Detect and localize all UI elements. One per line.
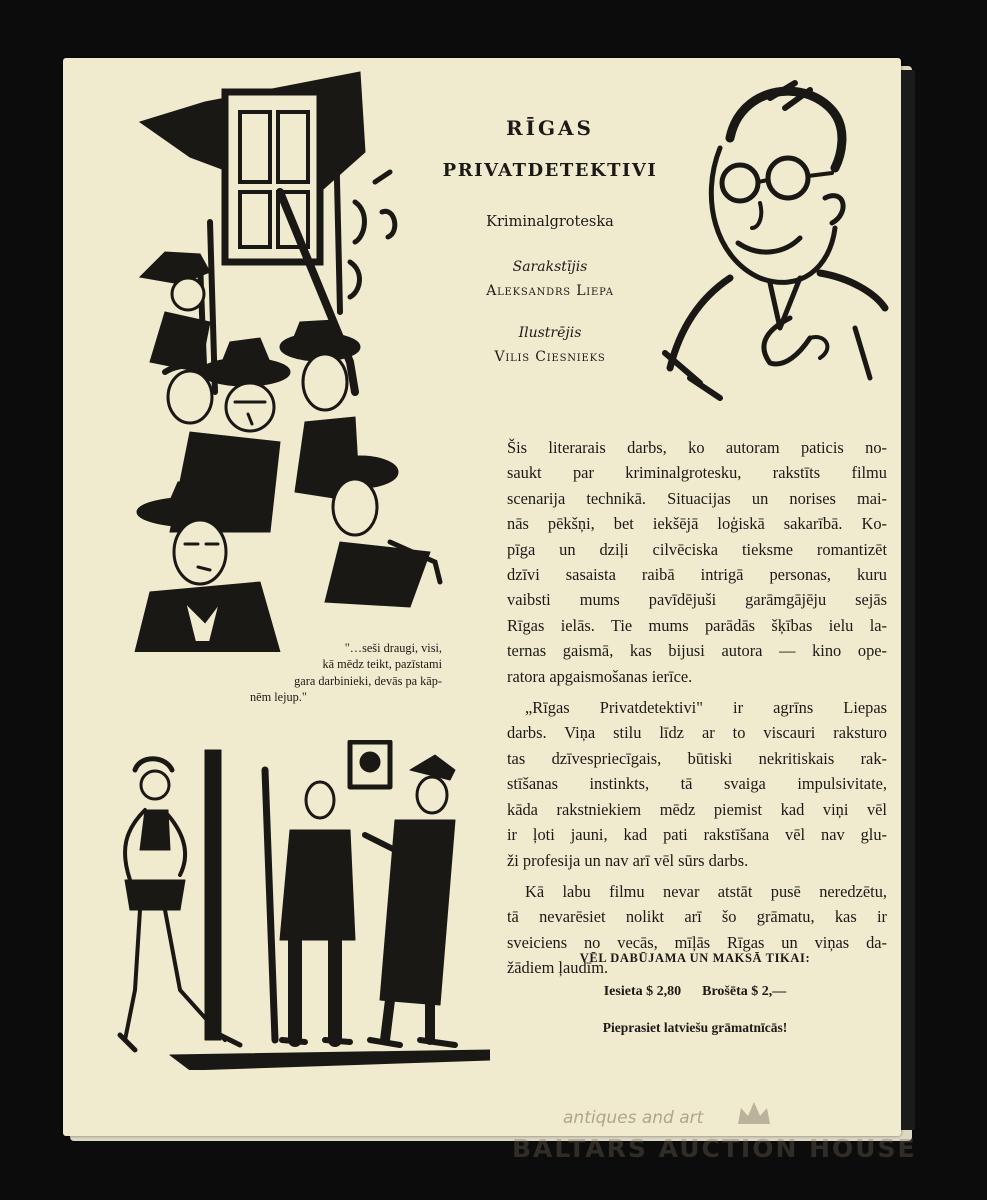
text-line: stīšanas instinkts, tā svaiga impulsivitate, bbox=[507, 774, 887, 794]
text-line: darbs. Viņa stilu līdz ar to viscauri raksturo bbox=[507, 723, 887, 743]
text-line: dzīvi sasaista raibā intrigā personas, kuru bbox=[507, 565, 887, 585]
jacket-spine bbox=[901, 70, 915, 1130]
watermark-tagline: antiques and art bbox=[563, 1108, 704, 1128]
text-line: ži profesija un nav arī vēl sūrs darbs. bbox=[507, 850, 749, 870]
text-line: ratora apgaismošanas ierīce. bbox=[507, 666, 693, 686]
caption-line: gara darbinieki, devās pa kāp- bbox=[294, 673, 442, 688]
illustrator-name: Vilis Ciesnieks bbox=[494, 349, 606, 365]
blurb-text bbox=[507, 435, 887, 981]
text-line: Kā labu filmu nevar atstāt pusē neredzētu, bbox=[525, 881, 887, 901]
order-heading: VĒL DABŪJAMA UN MAKSĀ TIKAI: bbox=[579, 951, 811, 965]
illustration-caption bbox=[250, 640, 442, 705]
text-line: vaibsti mums pavīdējuši garāmgājēju sejās bbox=[507, 590, 887, 610]
text-line: tas dzīvespriecīgais, būtiski nekritiskais rak- bbox=[507, 748, 887, 768]
price-line bbox=[540, 984, 850, 1000]
genre-label: Kriminalgroteska bbox=[486, 214, 614, 230]
text-line: saukt par kriminalgrotesku, rakstīts filmu bbox=[507, 463, 887, 483]
text-line: nās pēkšņi, bet iekšējā loģiskā sakarībā. Ko- bbox=[507, 514, 887, 534]
text-line: „Rīgas Privatdetektivi" ir agrīns Liepas bbox=[525, 698, 887, 718]
illustration-staircase-group bbox=[110, 62, 450, 652]
watermark-brand: BALTARS AUCTION HOUSE bbox=[512, 1134, 917, 1163]
text-line: tā nevarēsiet nolikt arī šo grāmatu, kas ir bbox=[507, 907, 887, 927]
text-line: pīga un dziļi cilvēciska tieksme romantizēt bbox=[507, 539, 887, 559]
text-line: žādiem ļaudīm. bbox=[507, 958, 609, 978]
text-line: ir ļoti jauni, kad pati rakstīšana vēl nav glu- bbox=[507, 825, 887, 845]
author-name: Aleksandrs Liepa bbox=[486, 283, 614, 299]
caption-line: kā mēdz teikt, pazīstami bbox=[322, 657, 442, 672]
illustration-dancer-and-men bbox=[110, 740, 490, 1070]
caption-line: "…seši draugi, visi, bbox=[344, 641, 442, 655]
text-line: scenarija technikā. Situacijas un norises mai- bbox=[507, 488, 887, 508]
illustrated-by-label: Ilustrējis bbox=[518, 325, 582, 341]
price-paperback: Brošēta $ 2,— bbox=[702, 984, 787, 999]
text-line: Šis literarais darbs, ko autoram paticis no- bbox=[507, 438, 887, 457]
text-line: Rīgas ielās. Tie mums parādās šķības ielu la- bbox=[507, 615, 887, 635]
title-line-1: RĪGAS bbox=[505, 116, 595, 140]
order-note: Pieprasiet latviešu grāmatnīcās! bbox=[602, 1020, 788, 1035]
written-by-label: Sarakstījis bbox=[512, 259, 588, 275]
crown-icon bbox=[736, 1100, 772, 1126]
text-line: kāda rakstniekiem mēdz piemist kad viņi vēl bbox=[507, 799, 887, 819]
text-line: ternas gaismā, kas bijusi autora — kino ope- bbox=[507, 641, 887, 661]
caption-line: nēm lejup." bbox=[250, 689, 307, 704]
price-bound: Iesieta $ 2,80 bbox=[603, 984, 682, 999]
text-line: sveiciens no vecās, mīļās Rīgas un viņas da- bbox=[507, 932, 887, 952]
title-line-2: PRIVATDETEKTIVI bbox=[442, 160, 658, 181]
